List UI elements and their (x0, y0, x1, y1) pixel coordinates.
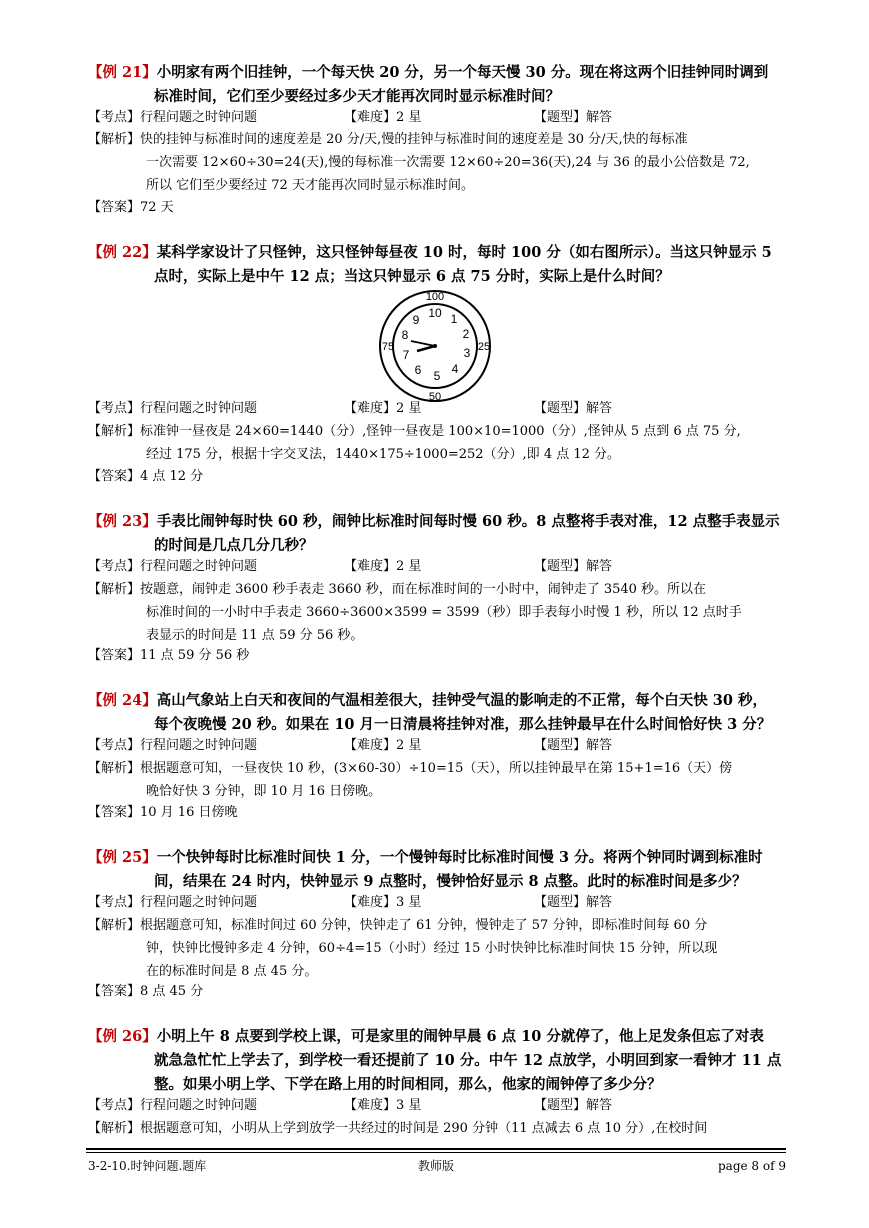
example-25-line2: 间，结果在 24 时内，快钟显示 9 点整时，慢钟恰好显示 8 点整。此时的标准时间是多少？ (154, 873, 747, 890)
example-22-analysis-line: 经过 175 分，根据十字交叉法，1440×175÷1000=252（分）,即 4 点 12 分。 (146, 447, 621, 462)
example-23-meta (88, 556, 788, 578)
example-25-tixing: 【题型】解答 (534, 895, 613, 910)
example-26-analysis-line: 【解析】根据题意可知，小明从上学到放学一共经过的时间是 290 分钟（11 点减去 6 点 10 分）,在校时间 (88, 1121, 708, 1136)
example-22-line1: 某科学家设计了只怪钟，这只怪钟每昼夜 10 时，每时 100 分（如右图所示）。当这只钟显示 5 (156, 244, 772, 261)
example-24-analysis (88, 757, 788, 803)
example-25-label: 【例 25】 (88, 849, 157, 866)
example-26-line3: 整。如果小明上学、下学在路上用的时间相同，那么，他家的闹钟停了多少分？ (154, 1076, 662, 1093)
clock-minute-label: 75 (381, 341, 395, 353)
example-22-answer: 【答案】4 点 12 分 (88, 469, 204, 484)
example-23-line1: 手表比闹钟每时快 60 秒，闹钟比标准时间每时慢 60 秒。8 点整将手表对准，12 点整手表显示 (156, 513, 780, 530)
example-24-analysis-line: 【解析】根据题意可知，一昼夜快 10 秒，(3×60-30）÷10=15（天），所以挂钟最早在第 15+1=16（天）傍 (88, 761, 733, 776)
example-21-nandu: 【难度】2 星 (344, 110, 422, 125)
example-25-kaodian: 【考点】行程问题之时钟问题 (88, 895, 258, 910)
example-23-nandu: 【难度】2 星 (344, 559, 422, 574)
footer-center: 教师版 (418, 1159, 455, 1173)
example-23-kaodian: 【考点】行程问题之时钟问题 (88, 559, 258, 574)
example-21-label: 【例 21】 (88, 64, 157, 81)
example-21-line1: 小明家有两个旧挂钟，一个每天快 20 分，另一个每天慢 30 分。现在将这两个旧挂钟同时调到 (156, 64, 769, 81)
example-23-question (88, 510, 788, 558)
example-25-analysis-line: 钟，快钟比慢钟多走 4 分钟，60÷4=15（小时）经过 15 小时快钟比标准时间快 15 分钟，所以现 (146, 941, 718, 956)
example-23-tixing: 【题型】解答 (534, 559, 613, 574)
example-26-nandu: 【难度】3 星 (344, 1098, 422, 1113)
clock-hour-label: 9 (412, 313, 420, 327)
clock-hour-label: 6 (414, 363, 422, 377)
example-22-analysis (88, 420, 788, 466)
example-22-meta (88, 398, 788, 420)
example-23-analysis-line: 标准时间的一小时中手表走 3660÷3600×3599 = 3599（秒）即手表每小时慢 1 秒，所以 12 点时手 (146, 605, 742, 620)
example-21-analysis-line: 【解析】快的挂钟与标准时间的速度差是 20 分/天,慢的挂钟与标准时间的速度差是 30 分/天,快的每标准 (88, 132, 688, 147)
example-26-label: 【例 26】 (88, 1028, 157, 1045)
example-24-nandu: 【难度】2 星 (344, 738, 422, 753)
example-24-tixing: 【题型】解答 (534, 738, 613, 753)
example-21-answer: 【答案】72 天 (88, 200, 174, 215)
example-24-analysis-line: 晚恰好快 3 分钟，即 10 月 16 日傍晚。 (146, 784, 382, 799)
example-23-analysis (88, 578, 788, 647)
clock-hour-label: 10 (428, 306, 442, 320)
example-25-nandu: 【难度】3 星 (344, 895, 422, 910)
example-23-analysis-line: 【解析】按题意，闹钟走 3600 秒手表走 3660 秒，而在标准时间的一小时中，闹钟走了 3540 秒。所以在 (88, 582, 707, 597)
clock-hour-label: 7 (402, 348, 410, 362)
example-25-analysis (88, 914, 788, 983)
clock-hour-label: 8 (401, 328, 409, 342)
example-24-kaodian: 【考点】行程问题之时钟问题 (88, 738, 258, 753)
example-23-line2: 的时间是几点几分几秒？ (154, 537, 314, 554)
example-24-line2: 每个夜晚慢 20 秒。如果在 10 月一日清晨将挂钟对准，那么挂钟最早在什么时间恰好快 3 分？ (154, 716, 772, 733)
clock-hour-label: 4 (451, 362, 459, 376)
example-25-question (88, 846, 788, 894)
clock-hour-label: 3 (463, 346, 471, 360)
example-22-label: 【例 22】 (88, 244, 157, 261)
example-24-answer: 【答案】10 月 16 日傍晚 (88, 805, 238, 820)
footer-page-number: page 8 of 9 (718, 1159, 786, 1173)
example-22-line2: 点时，实际上是中午 12 点；当这只钟显示 6 点 75 分时，实际上是什么时间？ (154, 268, 670, 285)
example-26-meta (88, 1095, 788, 1117)
example-26-question (88, 1025, 788, 1097)
example-24-label: 【例 24】 (88, 692, 157, 709)
strange-clock-figure (378, 289, 492, 403)
example-24-question (88, 689, 788, 737)
example-23-answer: 【答案】11 点 59 分 56 秒 (88, 648, 250, 663)
clock-minute-label: 25 (477, 341, 491, 353)
example-25-answer: 【答案】8 点 45 分 (88, 984, 204, 999)
clock-hour-hand (417, 346, 435, 351)
clock-minute-label: 100 (425, 291, 445, 303)
example-26-tixing: 【题型】解答 (534, 1098, 613, 1113)
clock-center (433, 344, 437, 348)
clock-hour-label: 1 (450, 312, 458, 326)
example-22-nandu: 【难度】2 星 (344, 401, 422, 416)
footer-rule-thin (86, 1152, 786, 1153)
clock-minute-hand (411, 341, 435, 346)
example-21-tixing: 【题型】解答 (534, 110, 613, 125)
example-22-tixing: 【题型】解答 (534, 401, 613, 416)
example-21-analysis (88, 128, 788, 197)
clock-hour-label: 2 (462, 327, 470, 341)
example-21-meta (88, 107, 788, 129)
example-24-meta (88, 735, 788, 757)
example-23-analysis-line: 表显示的时间是 11 点 59 分 56 秒。 (146, 628, 364, 643)
example-24-line1: 高山气象站上白天和夜间的气温相差很大，挂钟受气温的影响走的不正常，每个白天快 30 秒， (156, 692, 768, 709)
clock-hour-label: 5 (433, 369, 441, 383)
example-26-analysis (88, 1117, 788, 1140)
example-21-line2: 标准时间，它们至少要经过多少天才能再次同时显示标准时间？ (154, 88, 560, 105)
example-26-line2: 就急急忙忙上学去了，到学校一看还提前了 10 分。中午 12 点放学，小明回到家一看钟才 11 点 (154, 1052, 782, 1069)
example-21-kaodian: 【考点】行程问题之时钟问题 (88, 110, 258, 125)
example-23-label: 【例 23】 (88, 513, 157, 530)
example-21-question (88, 61, 788, 109)
example-26-line1: 小明上午 8 点要到学校上课，可是家里的闹钟早晨 6 点 10 分就停了，他上足发条但忘了对表 (156, 1028, 764, 1045)
example-25-analysis-line: 在的标准时间是 8 点 45 分。 (146, 964, 318, 979)
example-22-analysis-line: 【解析】标准钟一昼夜是 24×60=1440（分）,怪钟一昼夜是 100×10=1000（分）,怪钟从 5 点到 6 点 75 分, (88, 424, 741, 439)
example-25-line1: 一个快钟每时比标准时间快 1 分，一个慢钟每时比标准时间慢 3 分。将两个钟同时调到标准时 (156, 849, 763, 866)
example-22-question (88, 241, 788, 289)
example-25-analysis-line: 【解析】根据题意可知，标准时间过 60 分钟，快钟走了 61 分钟，慢钟走了 57 分钟，即标准时间每 60 分 (88, 918, 708, 933)
example-21-analysis-line: 一次需要 12×60÷30=24(天),慢的每标准一次需要 12×60÷20=36(天),24 与 36 的最小公倍数是 72, (146, 155, 750, 170)
example-26-kaodian: 【考点】行程问题之时钟问题 (88, 1098, 258, 1113)
example-25-meta (88, 892, 788, 914)
footer-left: 3-2-10.时钟问题.题库 (88, 1159, 207, 1173)
footer-rule-thick (86, 1148, 786, 1150)
example-22-kaodian: 【考点】行程问题之时钟问题 (88, 401, 258, 416)
example-21-analysis-line: 所以 它们至少要经过 72 天才能再次同时显示标准时间。 (146, 178, 474, 193)
clock-minute-label: 50 (428, 391, 442, 403)
